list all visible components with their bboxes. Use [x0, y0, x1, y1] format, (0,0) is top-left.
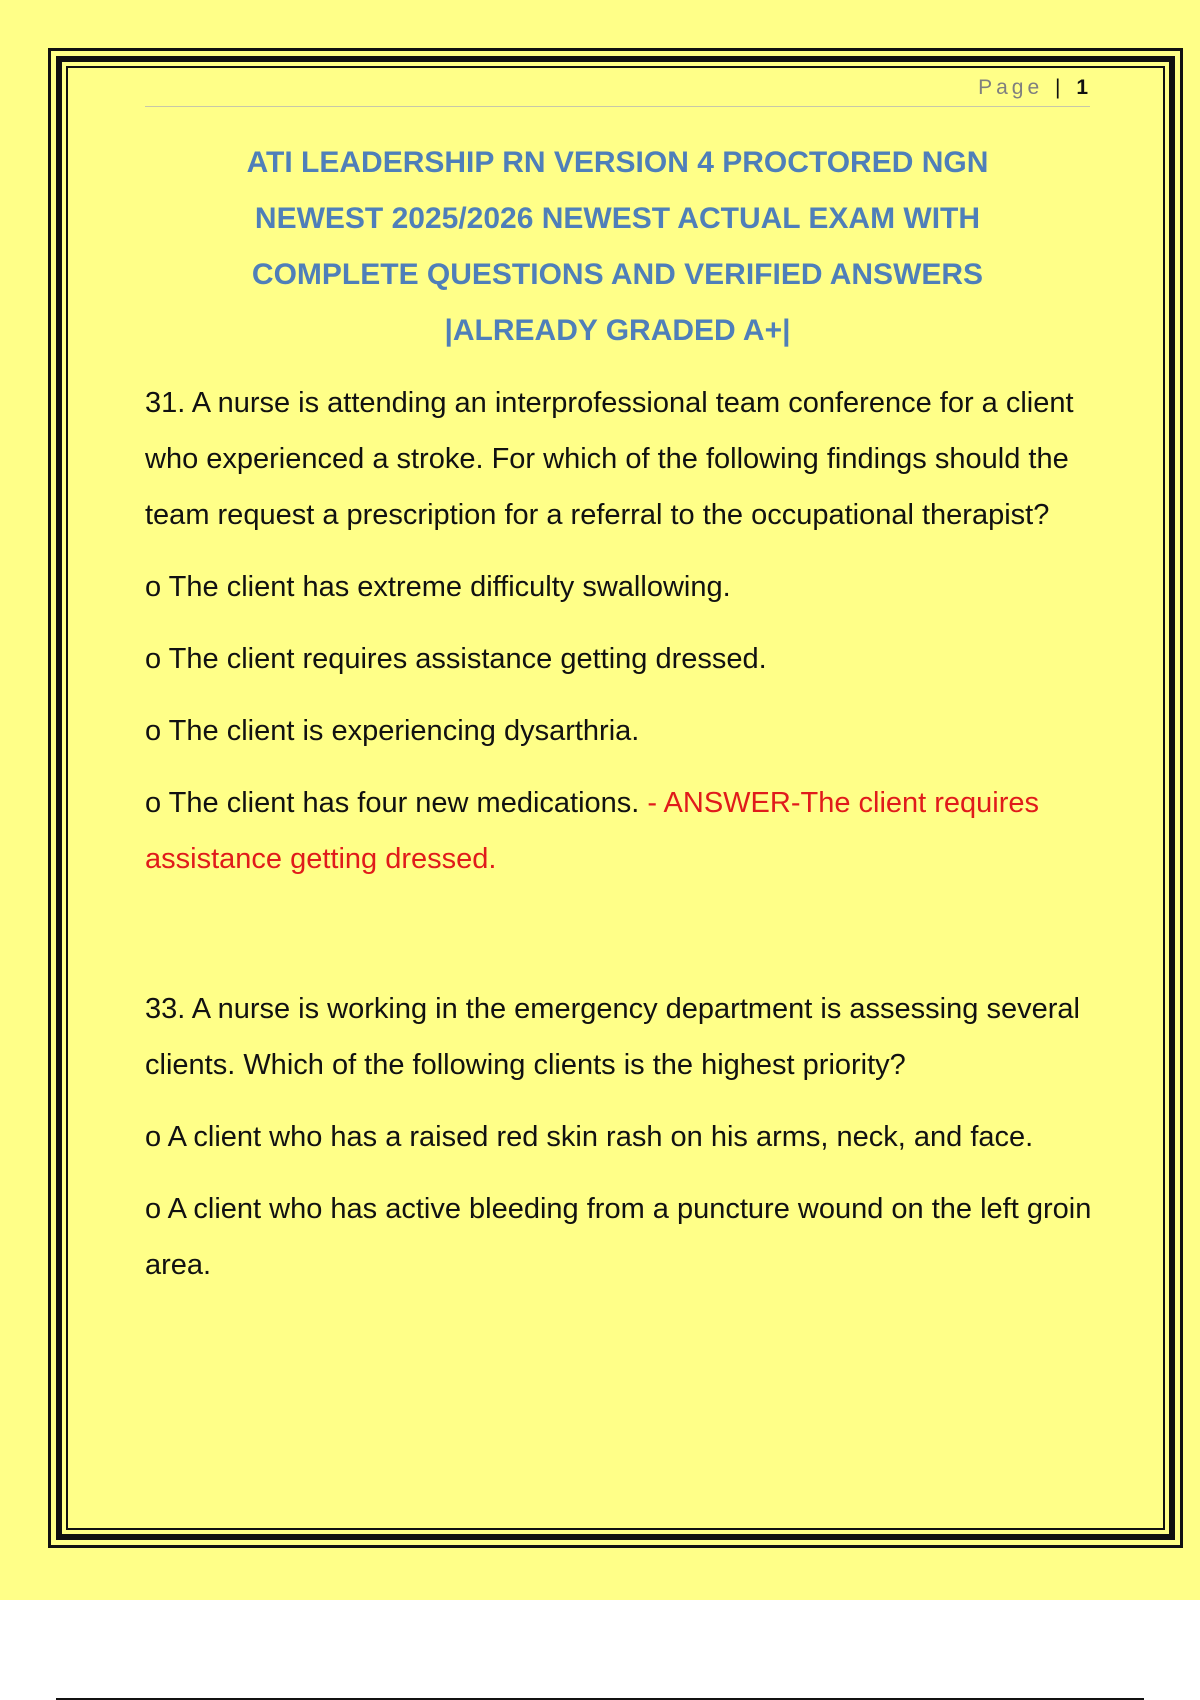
title-line-3: COMPLETE QUESTIONS AND VERIFIED ANSWERS	[251, 258, 984, 291]
question-stem: 33. A nurse is working in the emergency department is assessing several clients. Which of the following clients is the highest priority?	[145, 993, 1080, 1081]
question-31	[145, 375, 1100, 887]
question-stem: 31. A nurse is attending an interprofessional team conference for a client who experienced a stroke. For which of the following findings should the team request a prescription for a referral to the occupational therapist?	[145, 387, 1074, 531]
title-line-4: |ALREADY GRADED A+|	[444, 314, 791, 347]
document-title	[145, 135, 1090, 359]
title-line-2: NEWEST 2025/2026 NEWEST ACTUAL EXAM WITH	[254, 202, 981, 235]
page-word: Page	[978, 76, 1044, 99]
answer-option-text: o The client has four new medications.	[145, 787, 640, 819]
page-number-label	[978, 76, 1088, 100]
correct-answer: - ANSWER-The client requires assistance getting dressed.	[145, 787, 1040, 875]
document-body	[145, 375, 1100, 1293]
answer-option: o The client requires assistance getting dressed.	[145, 643, 767, 675]
title-line-1: ATI LEADERSHIP RN VERSION 4 PROCTORED NGN	[246, 146, 989, 179]
answer-option-with-answer	[145, 775, 1100, 887]
answer-option: o A client who has active bleeding from a puncture wound on the left groin area.	[145, 1193, 1092, 1281]
question-33	[145, 981, 1100, 1293]
answer-option: o The client has extreme difficulty swallowing.	[145, 571, 731, 603]
page-header	[145, 74, 1090, 107]
page-separator: |	[1055, 76, 1061, 99]
answer-option: o The client is experiencing dysarthria.	[145, 715, 640, 747]
page-number: 1	[1076, 76, 1088, 99]
answer-option: o A client who has a raised red skin rash on his arms, neck, and face.	[145, 1121, 1034, 1153]
